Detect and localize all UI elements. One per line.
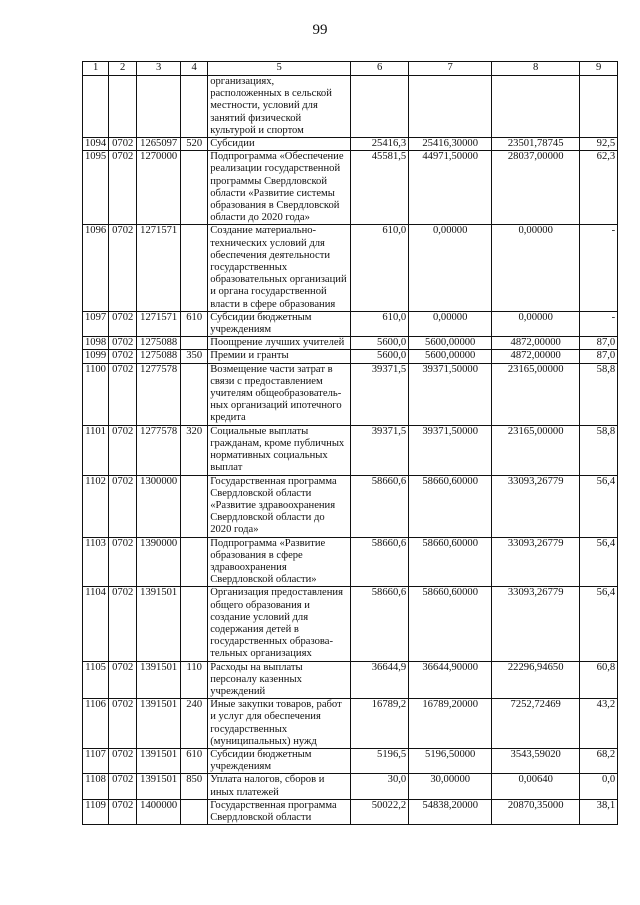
target-code: 1391501 xyxy=(137,748,181,773)
item-name: Создание материально-технических условий для обеспечения деятельности государственных образовательных организаций и органа государственной власти в сфере образования xyxy=(208,225,351,311)
actual-amount: 23501,78745 xyxy=(492,138,580,151)
expense-type: 610 xyxy=(181,748,208,773)
execution-percent: 62,3 xyxy=(580,151,618,225)
expense-type xyxy=(181,225,208,311)
actual-amount: 28037,00000 xyxy=(492,151,580,225)
adjusted-amount: 25416,30000 xyxy=(409,138,492,151)
section-code: 0702 xyxy=(109,475,137,537)
actual-amount: 4872,00000 xyxy=(492,337,580,350)
item-name: Расходы на выплаты персоналу казенных учреждений xyxy=(208,661,351,699)
expense-type: 320 xyxy=(181,425,208,475)
execution-percent: 0,0 xyxy=(580,774,618,799)
planned-amount: 45581,5 xyxy=(351,151,409,225)
table-row xyxy=(83,699,618,749)
execution-percent: 43,2 xyxy=(580,699,618,749)
adjusted-amount: 39371,50000 xyxy=(409,425,492,475)
table-row xyxy=(83,311,618,336)
adjusted-amount: 30,00000 xyxy=(409,774,492,799)
table-row xyxy=(83,774,618,799)
adjusted-amount: 44971,50000 xyxy=(409,151,492,225)
expense-type: 610 xyxy=(181,311,208,336)
item-name: Государственная программа Свердловской области xyxy=(208,799,351,824)
adjusted-amount: 54838,20000 xyxy=(409,799,492,824)
item-name: организациях, расположенных в сельской местности, условий для занятий физической культурой и спортом xyxy=(208,76,351,138)
execution-percent: 56,4 xyxy=(580,587,618,661)
execution-percent: 58,8 xyxy=(580,425,618,475)
item-name: Субсидии бюджетным учреждениям xyxy=(208,748,351,773)
row-number: 1105 xyxy=(83,661,109,699)
row-number: 1095 xyxy=(83,151,109,225)
table-row xyxy=(83,151,618,225)
actual-amount: 0,00640 xyxy=(492,774,580,799)
target-code xyxy=(137,76,181,138)
table-row xyxy=(83,425,618,475)
item-name: Премии и гранты xyxy=(208,350,351,363)
expense-type xyxy=(181,363,208,425)
execution-percent xyxy=(580,76,618,138)
expense-type: 520 xyxy=(181,138,208,151)
actual-amount: 20870,35000 xyxy=(492,799,580,824)
expense-type: 350 xyxy=(181,350,208,363)
expense-type xyxy=(181,799,208,824)
planned-amount: 16789,2 xyxy=(351,699,409,749)
adjusted-amount: 58660,60000 xyxy=(409,587,492,661)
column-header: 9 xyxy=(580,62,618,76)
expense-type xyxy=(181,337,208,350)
row-number: 1100 xyxy=(83,363,109,425)
planned-amount: 30,0 xyxy=(351,774,409,799)
table-row xyxy=(83,587,618,661)
actual-amount: 33093,26779 xyxy=(492,537,580,587)
actual-amount: 33093,26779 xyxy=(492,587,580,661)
adjusted-amount xyxy=(409,76,492,138)
adjusted-amount: 5600,00000 xyxy=(409,337,492,350)
actual-amount: 0,00000 xyxy=(492,311,580,336)
planned-amount: 39371,5 xyxy=(351,363,409,425)
column-header: 2 xyxy=(109,62,137,76)
execution-percent: 56,4 xyxy=(580,537,618,587)
target-code: 1275088 xyxy=(137,337,181,350)
budget-table xyxy=(82,61,618,825)
target-code: 1390000 xyxy=(137,537,181,587)
execution-percent: - xyxy=(580,311,618,336)
section-code: 0702 xyxy=(109,363,137,425)
section-code: 0702 xyxy=(109,350,137,363)
row-number: 1103 xyxy=(83,537,109,587)
row-number: 1097 xyxy=(83,311,109,336)
row-number: 1098 xyxy=(83,337,109,350)
row-number: 1107 xyxy=(83,748,109,773)
table-row xyxy=(83,363,618,425)
section-code: 0702 xyxy=(109,774,137,799)
item-name: Субсидии бюджетным учреждениям xyxy=(208,311,351,336)
section-code: 0702 xyxy=(109,311,137,336)
row-number: 1109 xyxy=(83,799,109,824)
execution-percent: 68,2 xyxy=(580,748,618,773)
expense-type xyxy=(181,537,208,587)
execution-percent: 87,0 xyxy=(580,350,618,363)
adjusted-amount: 0,00000 xyxy=(409,225,492,311)
target-code: 1270000 xyxy=(137,151,181,225)
table-row xyxy=(83,337,618,350)
planned-amount: 5600,0 xyxy=(351,337,409,350)
row-number: 1102 xyxy=(83,475,109,537)
execution-percent: 58,8 xyxy=(580,363,618,425)
section-code: 0702 xyxy=(109,337,137,350)
execution-percent: 56,4 xyxy=(580,475,618,537)
target-code: 1277578 xyxy=(137,425,181,475)
column-header: 6 xyxy=(351,62,409,76)
target-code: 1275088 xyxy=(137,350,181,363)
row-number: 1106 xyxy=(83,699,109,749)
item-name: Подпрограмма «Обеспечение реализации государственной программы Свердловской области «Развитие системы образования в Свердловской области до 2020 года» xyxy=(208,151,351,225)
adjusted-amount: 5600,00000 xyxy=(409,350,492,363)
column-header: 8 xyxy=(492,62,580,76)
planned-amount xyxy=(351,76,409,138)
table-row xyxy=(83,748,618,773)
execution-percent: 60,8 xyxy=(580,661,618,699)
target-code: 1300000 xyxy=(137,475,181,537)
adjusted-amount: 36644,90000 xyxy=(409,661,492,699)
section-code: 0702 xyxy=(109,587,137,661)
execution-percent: - xyxy=(580,225,618,311)
table-row xyxy=(83,537,618,587)
item-name: Уплата налогов, сборов и иных платежей xyxy=(208,774,351,799)
adjusted-amount: 39371,50000 xyxy=(409,363,492,425)
actual-amount: 22296,94650 xyxy=(492,661,580,699)
planned-amount: 36644,9 xyxy=(351,661,409,699)
item-name: Государственная программа Свердловской области «Развитие здравоохранения Свердловской области до 2020 года» xyxy=(208,475,351,537)
target-code: 1391501 xyxy=(137,587,181,661)
table-row xyxy=(83,76,618,138)
item-name: Подпрограмма «Развитие образования в сфере здравоохранения Свердловской области» xyxy=(208,537,351,587)
adjusted-amount: 5196,50000 xyxy=(409,748,492,773)
column-header: 5 xyxy=(208,62,351,76)
planned-amount: 25416,3 xyxy=(351,138,409,151)
actual-amount: 23165,00000 xyxy=(492,425,580,475)
adjusted-amount: 58660,60000 xyxy=(409,475,492,537)
planned-amount: 58660,6 xyxy=(351,537,409,587)
section-code: 0702 xyxy=(109,661,137,699)
actual-amount: 7252,72469 xyxy=(492,699,580,749)
section-code: 0702 xyxy=(109,138,137,151)
planned-amount: 39371,5 xyxy=(351,425,409,475)
column-header: 1 xyxy=(83,62,109,76)
section-code: 0702 xyxy=(109,537,137,587)
header-row xyxy=(83,62,618,76)
expense-type xyxy=(181,587,208,661)
table-row xyxy=(83,225,618,311)
target-code: 1400000 xyxy=(137,799,181,824)
table-row xyxy=(83,350,618,363)
section-code: 0702 xyxy=(109,225,137,311)
adjusted-amount: 58660,60000 xyxy=(409,537,492,587)
row-number: 1104 xyxy=(83,587,109,661)
target-code: 1391501 xyxy=(137,774,181,799)
actual-amount: 4872,00000 xyxy=(492,350,580,363)
row-number xyxy=(83,76,109,138)
target-code: 1265097 xyxy=(137,138,181,151)
item-name: Организация предоставления общего образования и создание условий для содержания детей в государственных образова-тельных организациях xyxy=(208,587,351,661)
target-code: 1277578 xyxy=(137,363,181,425)
row-number: 1094 xyxy=(83,138,109,151)
execution-percent: 92,5 xyxy=(580,138,618,151)
section-code: 0702 xyxy=(109,151,137,225)
section-code xyxy=(109,76,137,138)
table-row xyxy=(83,138,618,151)
target-code: 1391501 xyxy=(137,661,181,699)
item-name: Субсидии xyxy=(208,138,351,151)
item-name: Поощрение лучших учителей xyxy=(208,337,351,350)
adjusted-amount: 0,00000 xyxy=(409,311,492,336)
target-code: 1391501 xyxy=(137,699,181,749)
row-number: 1099 xyxy=(83,350,109,363)
row-number: 1101 xyxy=(83,425,109,475)
target-code: 1271571 xyxy=(137,225,181,311)
row-number: 1096 xyxy=(83,225,109,311)
actual-amount xyxy=(492,76,580,138)
planned-amount: 50022,2 xyxy=(351,799,409,824)
actual-amount: 0,00000 xyxy=(492,225,580,311)
planned-amount: 58660,6 xyxy=(351,587,409,661)
item-name: Социальные выплаты гражданам, кроме публичных нормативных социальных выплат xyxy=(208,425,351,475)
adjusted-amount: 16789,20000 xyxy=(409,699,492,749)
section-code: 0702 xyxy=(109,799,137,824)
page-number: 99 xyxy=(312,22,328,38)
target-code: 1271571 xyxy=(137,311,181,336)
expense-type: 240 xyxy=(181,699,208,749)
section-code: 0702 xyxy=(109,699,137,749)
expense-type xyxy=(181,76,208,138)
expense-type xyxy=(181,151,208,225)
table-row xyxy=(83,661,618,699)
column-header: 7 xyxy=(409,62,492,76)
expense-type: 850 xyxy=(181,774,208,799)
execution-percent: 38,1 xyxy=(580,799,618,824)
expense-type: 110 xyxy=(181,661,208,699)
planned-amount: 5600,0 xyxy=(351,350,409,363)
section-code: 0702 xyxy=(109,748,137,773)
expense-type xyxy=(181,475,208,537)
planned-amount: 610,0 xyxy=(351,311,409,336)
section-code: 0702 xyxy=(109,425,137,475)
planned-amount: 5196,5 xyxy=(351,748,409,773)
item-name: Иные закупки товаров, работ и услуг для обеспечения государственных (муниципальных) нужд xyxy=(208,699,351,749)
table-row xyxy=(83,799,618,824)
actual-amount: 23165,00000 xyxy=(492,363,580,425)
execution-percent: 87,0 xyxy=(580,337,618,350)
column-header: 3 xyxy=(137,62,181,76)
actual-amount: 33093,26779 xyxy=(492,475,580,537)
column-header: 4 xyxy=(181,62,208,76)
item-name: Возмещение части затрат в связи с предоставлением учителям общеобразователь-ных организаций ипотечного кредита xyxy=(208,363,351,425)
table-row xyxy=(83,475,618,537)
planned-amount: 610,0 xyxy=(351,225,409,311)
planned-amount: 58660,6 xyxy=(351,475,409,537)
actual-amount: 3543,59020 xyxy=(492,748,580,773)
row-number: 1108 xyxy=(83,774,109,799)
